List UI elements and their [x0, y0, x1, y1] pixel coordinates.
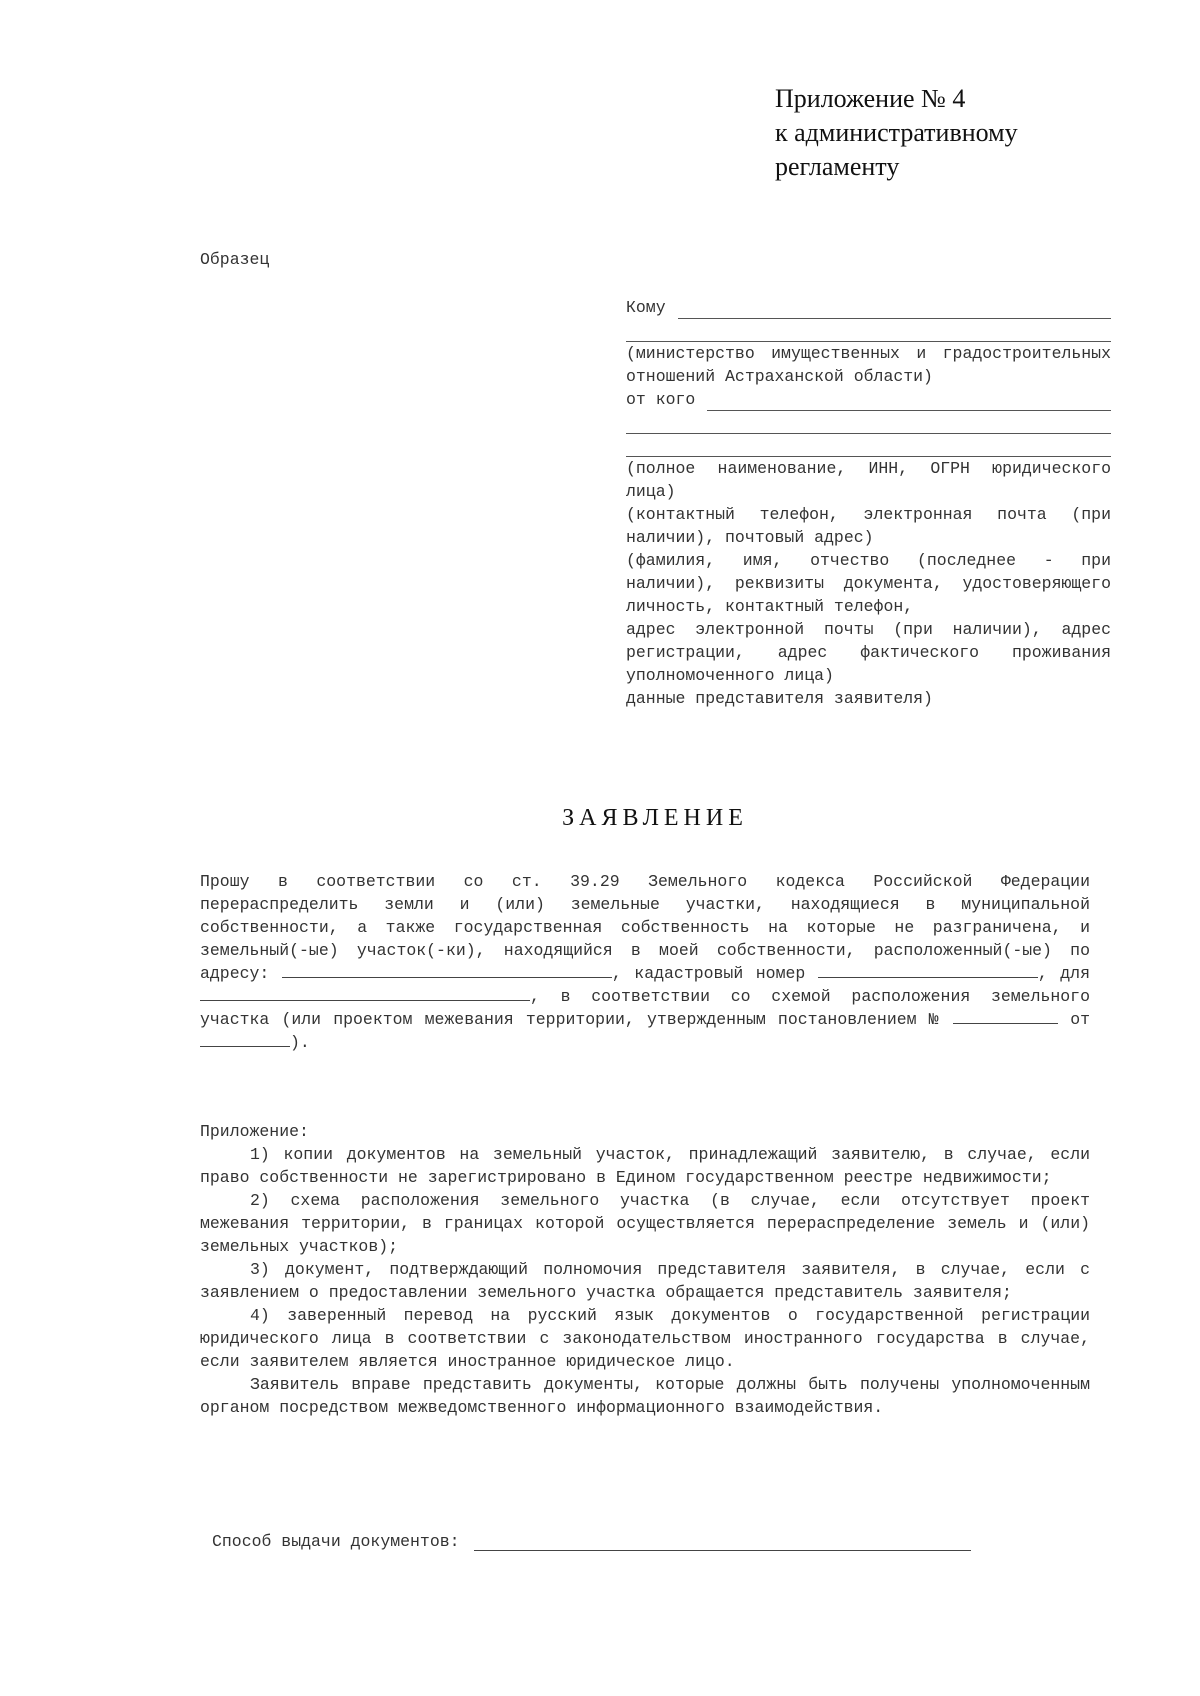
document-title: ЗАЯВЛЕНИЕ — [562, 805, 748, 831]
from-field-line-2[interactable] — [626, 411, 1111, 434]
request-text-1: Прошу в соответствии со ст. 39.29 Земельного кодекса Российской Федерации перераспределить земли и (или) земельные участки, находящиеся в муниципальной собственности, а также государственная собственность на которые не разграничена, и земельный(-ые) участок(-ки), находящийся в моей собственности, расположенный(-ые) по адресу: — [200, 872, 1090, 983]
from-label: от кого — [626, 390, 696, 409]
from-note-2: (контактный телефон, электронная почта (при наличии), почтовый адрес) — [626, 505, 1111, 547]
resolution-number-field[interactable] — [953, 1009, 1058, 1024]
delivery-method-field[interactable] — [474, 1534, 971, 1551]
request-paragraph — [200, 870, 1090, 1054]
delivery-row — [212, 1532, 971, 1551]
request-text-4: , в соответствии со схемой расположения земельного участка (или проектом межевания территории, утвержденным постановлением № — [200, 987, 1090, 1029]
to-label: Кому — [626, 298, 666, 317]
appendix-header — [775, 82, 1018, 184]
recipient-block — [626, 296, 1111, 710]
from-note-1: (полное наименование, ИНН, ОГРН юридического лица) — [626, 459, 1111, 501]
appendix-line-2: к административному — [775, 118, 1018, 147]
from-field[interactable] — [707, 394, 1111, 411]
from-note-3: (фамилия, имя, отчество (последнее - при наличии), реквизиты документа, удостоверяющего личность, контактный телефон, — [626, 551, 1111, 616]
to-field[interactable] — [678, 302, 1111, 319]
attachment-item-4: 4) заверенный перевод на русский язык документов о государственной регистрации юридического лица в соответствии с законодательством иностранного государства в случае, если заявителем является иностранное юридическое лицо. — [200, 1306, 1090, 1371]
appendix-line-1: Приложение № 4 — [775, 84, 966, 113]
purpose-field[interactable] — [200, 986, 530, 1001]
sample-label: Образец — [200, 250, 270, 269]
to-field-row — [626, 296, 1111, 319]
to-note: (министерство имущественных и градостроительных отношений Астраханской области) — [626, 344, 1111, 386]
attachment-item-2: 2) схема расположения земельного участка (в случае, если отсутствует проект межевания территории, в границах которой осуществляется перераспределение земель и (или) земельных участков); — [200, 1191, 1090, 1256]
attachments-heading: Приложение: — [200, 1122, 309, 1141]
appendix-line-3: регламенту — [775, 152, 900, 181]
from-note-5: данные представителя заявителя) — [626, 689, 933, 708]
attachments-note: Заявитель вправе представить документы, которые должны быть получены уполномоченным органом посредством межведомственного информационного взаимодействия. — [200, 1375, 1090, 1417]
address-field[interactable] — [282, 963, 612, 978]
from-field-row — [626, 388, 1111, 411]
from-note-4: адрес электронной почты (при наличии), адрес регистрации, адрес фактического проживания уполномоченного лица) — [626, 620, 1111, 685]
attachment-item-1: 1) копии документов на земельный участок, принадлежащий заявителю, в случае, если право собственности не зарегистрировано в Едином государственном реестре недвижимости; — [200, 1145, 1090, 1187]
attachment-item-3: 3) документ, подтверждающий полномочия представителя заявителя, в случае, если с заявлением о предоставлении земельного участка обращается представитель заявителя; — [200, 1260, 1090, 1302]
request-text-3: , для — [1037, 964, 1090, 983]
from-field-line-3[interactable] — [626, 434, 1111, 457]
cadastral-number-field[interactable] — [818, 963, 1038, 978]
resolution-date-field[interactable] — [200, 1032, 290, 1047]
request-text-2: , кадастровый номер — [611, 964, 806, 983]
to-field-continuation[interactable] — [626, 319, 1111, 342]
request-text-5: от — [1070, 1010, 1091, 1029]
attachments-section — [200, 1120, 1090, 1419]
delivery-label: Способ выдачи документов: — [212, 1532, 460, 1551]
request-text-6: ). — [290, 1033, 310, 1052]
